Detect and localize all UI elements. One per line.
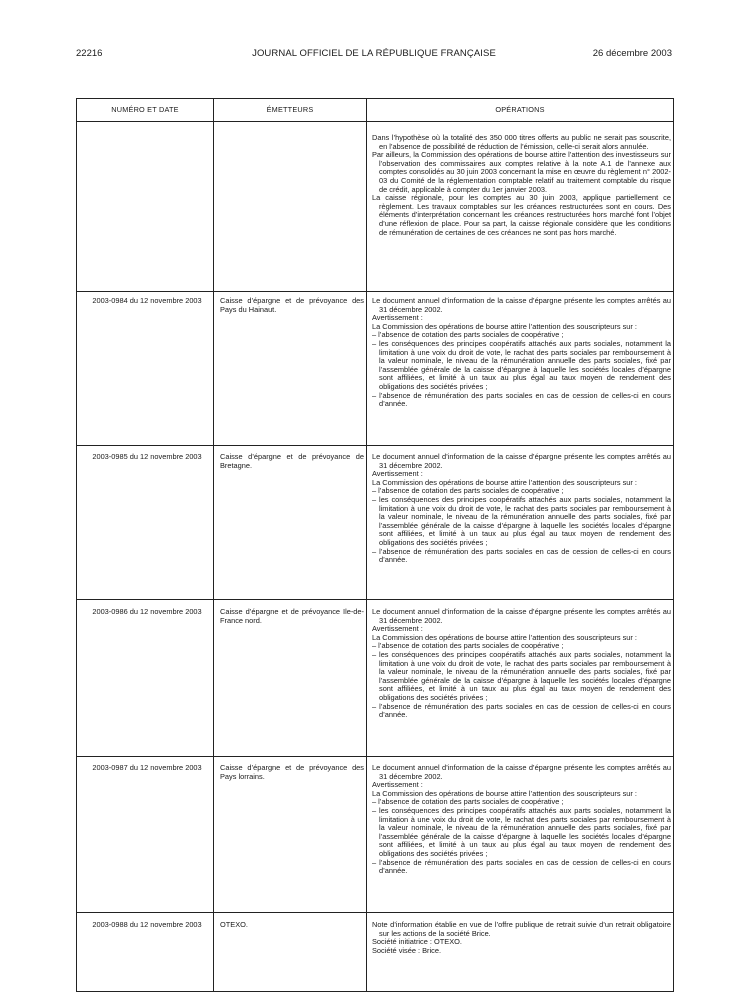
- page-header: [76, 48, 672, 62]
- row-emetteur: Caisse d’épargne et de prévoyance de Bretagne.: [220, 452, 364, 470]
- row-emetteur: Caisse d’épargne et de prévoyance Ile-de-France nord.: [220, 607, 364, 625]
- row-divider: [77, 445, 673, 446]
- bullet-item: – les conséquences des principes coopératifs attachés aux parts sociales, notamment la limitation à une voix du droit de vote, le rachat des parts sociales par remboursement à la valeur nominale, le niveau de la rémunération annuelle des parts sociales, fixé par l’assemblée générale de la caisse d’épargne à laquelle les sociétés locales d’épargne sont affiliées, et limité à un taux au plus égal au taux moyen de rendement des obligations des sociétés privées ;: [372, 338, 671, 391]
- initiatrice-line: Société initiatrice : OTEXO.: [372, 937, 462, 947]
- row-numero: 2003-0988 du 12 novembre 2003: [92, 920, 202, 929]
- bullet-item: – l’absence de rémunération des parts sociales en cas de cession de celles-ci en cours d’année.: [372, 701, 671, 720]
- bullet-item: – l’absence de rémunération des parts sociales en cas de cession de celles-ci en cours d’année.: [372, 390, 671, 409]
- intro-paragraph: La Commission des opérations de bourse attire l’attention des souscripteurs sur :: [372, 477, 637, 487]
- intro-paragraph: La Commission des opérations de bourse attire l’attention des souscripteurs sur :: [372, 632, 637, 642]
- row-divider: [77, 599, 673, 600]
- row-divider: [77, 912, 673, 913]
- bullet-item: – l’absence de cotation des parts sociales de coopérative ;: [372, 797, 564, 807]
- avertissement-label: Avertissement :: [372, 313, 423, 323]
- column-divider: [366, 99, 367, 991]
- intro-paragraph: La Commission des opérations de bourse attire l’attention des souscripteurs sur :: [372, 788, 637, 798]
- avertissement-label: Avertissement :: [372, 780, 423, 790]
- continuation-paragraph: Par ailleurs, la Commission des opérations de bourse attire l’attention des investisseurs sur l’observation des commissaires aux comptes relative à la note A.1 de l’annexe aux comptes consolidés au 30 juin 2003 concernant la mise en œuvre du règlement n° 2002-03 du Comité de la réglementation comptable relatif au traitement comptable du risque de crédit, applicable à compter du 1er janvier 2003.: [372, 150, 671, 194]
- row-divider: [77, 291, 673, 292]
- intro-paragraph: La Commission des opérations de bourse attire l’attention des souscripteurs sur :: [372, 321, 637, 331]
- row-operations: [372, 297, 671, 409]
- column-header-numero: NUMÉRO ET DATE: [111, 105, 179, 114]
- row-operations: [372, 453, 671, 565]
- continuation-paragraph: Dans l’hypothèse où la totalité des 350 000 titres offerts au public ne serait pas souscrite, en l’absence de possibilité de réduction de l’émission, celle-ci serait alors annulée.: [372, 133, 671, 151]
- row-operations: [372, 608, 671, 720]
- visee-line: Société visée : Brice.: [372, 945, 442, 955]
- avertissement-label: Avertissement :: [372, 469, 423, 479]
- row-emetteur: Caisse d’épargne et de prévoyance des Pays lorrains.: [220, 763, 364, 781]
- doc-paragraph: Le document annuel d’information de la caisse d’épargne présente les comptes arrêtés au 31 décembre 2002.: [372, 296, 671, 314]
- column-header-operations: OPÉRATIONS: [495, 105, 545, 114]
- row-emetteur: OTEXO.: [220, 920, 248, 929]
- bullet-item: – l’absence de rémunération des parts sociales en cas de cession de celles-ci en cours d’année.: [372, 857, 671, 876]
- column-header-emetteurs: ÉMETTEURS: [266, 105, 314, 114]
- row-numero: 2003-0986 du 12 novembre 2003: [92, 607, 202, 616]
- row-numero: 2003-0987 du 12 novembre 2003: [92, 763, 202, 772]
- continuation-operations: [372, 134, 671, 237]
- note-paragraph: Note d’information établie en vue de l’offre publique de retrait suivie d’un retrait obligatoire sur les actions de la société Brice.: [372, 920, 671, 938]
- row-divider: [77, 756, 673, 757]
- bullet-item: – l’absence de rémunération des parts sociales en cas de cession de celles-ci en cours d’année.: [372, 546, 671, 565]
- row-numero: 2003-0985 du 12 novembre 2003: [92, 452, 202, 461]
- continuation-paragraph: La caisse régionale, pour les comptes au 30 juin 2003, applique partiellement ce règlement. Les travaux comptables sur les créances restructurées sont en cours. Des éléments d’interprétation concernant les créances restructurées hors marché font l’objet d’une réflexion de place. Pour sa part, la caisse régionale considère que les conditions de rémunération de certaines de ces créances ne sont pas hors marché.: [372, 193, 671, 237]
- bullet-item: – l’absence de cotation des parts sociales de coopérative ;: [372, 330, 564, 340]
- doc-paragraph: Le document annuel d’information de la caisse d’épargne présente les comptes arrêtés au 31 décembre 2002.: [372, 763, 671, 781]
- operations-table: [76, 98, 674, 992]
- doc-paragraph: Le document annuel d’information de la caisse d’épargne présente les comptes arrêtés au 31 décembre 2002.: [372, 607, 671, 625]
- column-divider: [213, 99, 214, 991]
- page-number: 22216: [76, 48, 103, 59]
- avertissement-label: Avertissement :: [372, 624, 423, 634]
- doc-paragraph: Le document annuel d’information de la caisse d’épargne présente les comptes arrêtés au 31 décembre 2002.: [372, 452, 671, 470]
- bullet-item: – les conséquences des principes coopératifs attachés aux parts sociales, notamment la limitation à une voix du droit de vote, le rachat des parts sociales par remboursement à la valeur nominale, le niveau de la rémunération annuelle des parts sociales, fixé par l’assemblée générale de la caisse d’épargne à laquelle les sociétés locales d’épargne sont affiliées, et limité à un taux au plus égal au taux moyen de rendement des obligations des sociétés privées ;: [372, 805, 671, 858]
- bullet-item: – les conséquences des principes coopératifs attachés aux parts sociales, notamment la limitation à une voix du droit de vote, le rachat des parts sociales par remboursement à la valeur nominale, le niveau de la rémunération annuelle des parts sociales, fixé par l’assemblée générale de la caisse d’épargne à laquelle les sociétés locales d’épargne sont affiliées, et limité à un taux au plus égal au taux moyen de rendement des obligations des sociétés privées ;: [372, 649, 671, 702]
- journal-title: JOURNAL OFFICIEL DE LA RÉPUBLIQUE FRANÇAISE: [252, 48, 496, 59]
- row-emetteur: Caisse d’épargne et de prévoyance des Pays du Hainaut.: [220, 296, 364, 314]
- row-operations: [372, 921, 671, 955]
- bullet-item: – les conséquences des principes coopératifs attachés aux parts sociales, notamment la limitation à une voix du droit de vote, le rachat des parts sociales par remboursement à la valeur nominale, le niveau de la rémunération annuelle des parts sociales, fixé par l’assemblée générale de la caisse d’épargne à laquelle les sociétés locales d’épargne sont affiliées, et limité à un taux au plus égal au taux moyen de rendement des obligations des sociétés privées ;: [372, 494, 671, 547]
- bullet-item: – l’absence de cotation des parts sociales de coopérative ;: [372, 486, 564, 496]
- bullet-item: – l’absence de cotation des parts sociales de coopérative ;: [372, 641, 564, 651]
- publication-date: 26 décembre 2003: [592, 48, 672, 59]
- row-numero: 2003-0984 du 12 novembre 2003: [92, 296, 202, 305]
- row-divider: [77, 121, 673, 122]
- row-operations: [372, 764, 671, 876]
